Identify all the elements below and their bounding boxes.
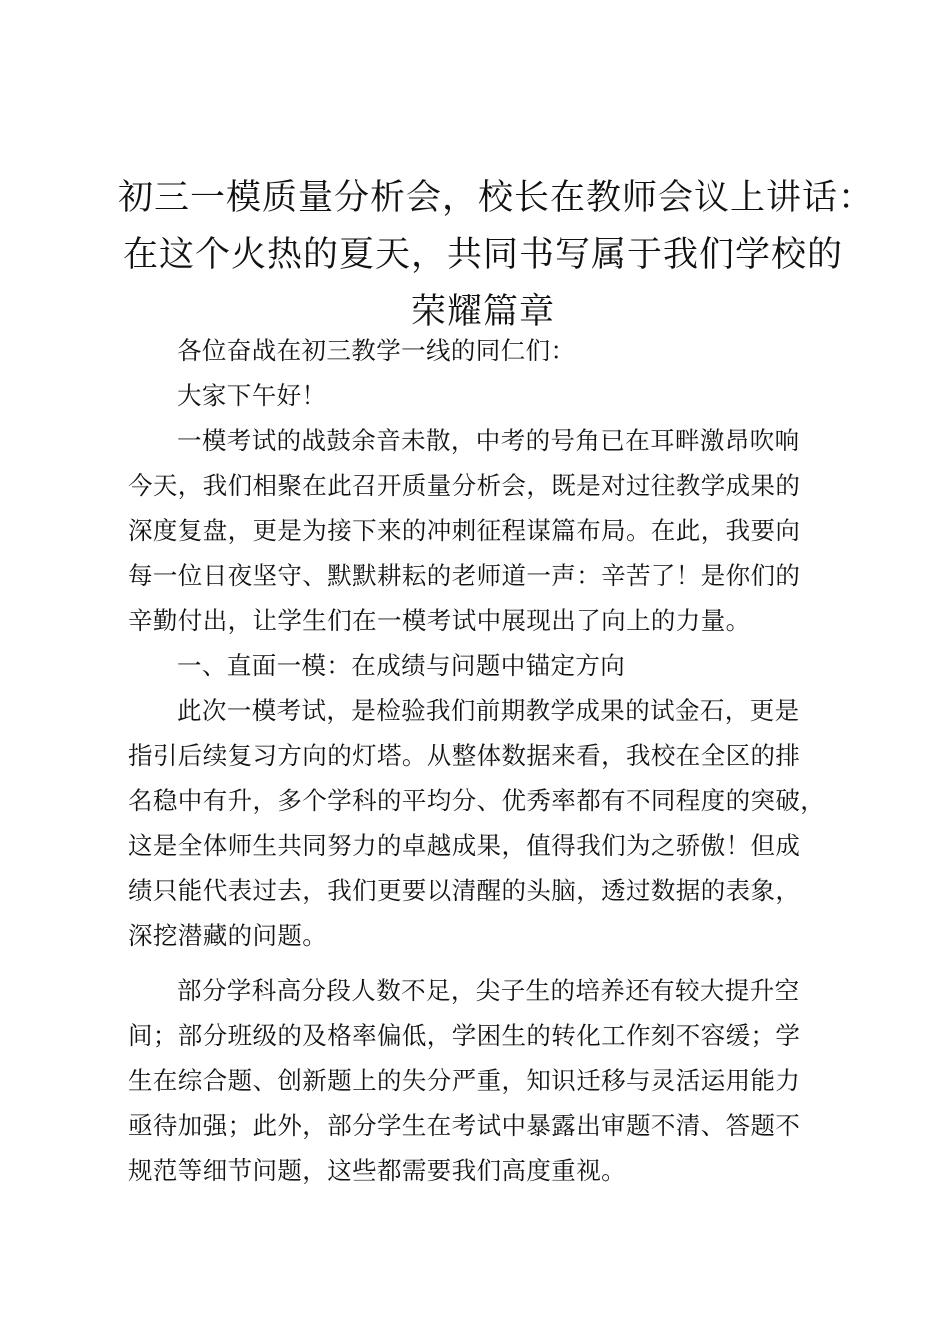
paragraph-line: 部分学科高分段人数不足，尖子生的培养还有较大提升空 (177, 976, 800, 1005)
paragraph-line: 指引后续复习方向的灯塔。从整体数据来看，我校在全区的排 (128, 741, 801, 770)
document-body (128, 328, 836, 1193)
salutation: 各位奋战在初三教学一线的同仁们： (177, 336, 576, 365)
paragraph-line: 每一位日夜坚守、默默耕耘的老师道一声：辛苦了！是你们的 (128, 561, 801, 590)
section-paragraph (128, 688, 836, 958)
section-heading: 一、直面一模：在成绩与问题中锚定方向 (177, 651, 626, 680)
title-line: 在这个火热的夏天，共同书写属于我们学校的 (122, 235, 843, 275)
intro-paragraph (128, 418, 836, 643)
document-title (118, 170, 875, 341)
paragraph-line: 辛勤付出，让学生们在一模考试中展现出了向上的力量。 (128, 606, 751, 635)
title-line: 荣耀篇章 (410, 292, 555, 332)
paragraph-line: 今天，我们相聚在此召开质量分析会，既是对过往教学成果的 (128, 471, 801, 500)
paragraph-line: 一模考试的战鼓余音未散，中考的号角已在耳畔激昂吹响 (177, 426, 800, 455)
paragraph-line: 绩只能代表过去，我们更要以清醒的头脑，透过数据的表象， (128, 876, 801, 905)
paragraph-line: 生在综合题、创新题上的失分严重，知识迁移与灵活运用能力 (128, 1066, 801, 1095)
paragraph-line: 规范等细节问题，这些都需要我们高度重视。 (128, 1156, 626, 1185)
paragraph-line: 深度复盘，更是为接下来的冲刺征程谋篇布局。在此，我要向 (128, 516, 801, 545)
paragraph-line: 这是全体师生共同努力的卓越成果，值得我们为之骄傲！但成 (128, 831, 801, 860)
greeting: 大家下午好！ (177, 381, 327, 410)
paragraph-line: 深挖潜藏的问题。 (128, 921, 328, 950)
paragraph-line: 间；部分班级的及格率偏低，学困生的转化工作刻不容缓；学 (128, 1021, 801, 1050)
paragraph-line: 名稳中有升，多个学科的平均分、优秀率都有不同程度的突破， (128, 786, 826, 815)
paragraph-line: 亟待加强；此外，部分学生在考试中暴露出审题不清、答题不 (128, 1111, 801, 1140)
title-line: 初三一模质量分析会，校长在教师会议上讲话： (118, 178, 875, 218)
paragraph-line: 此次一模考试，是检验我们前期教学成果的试金石，更是 (177, 696, 800, 725)
section-paragraph (128, 968, 836, 1193)
